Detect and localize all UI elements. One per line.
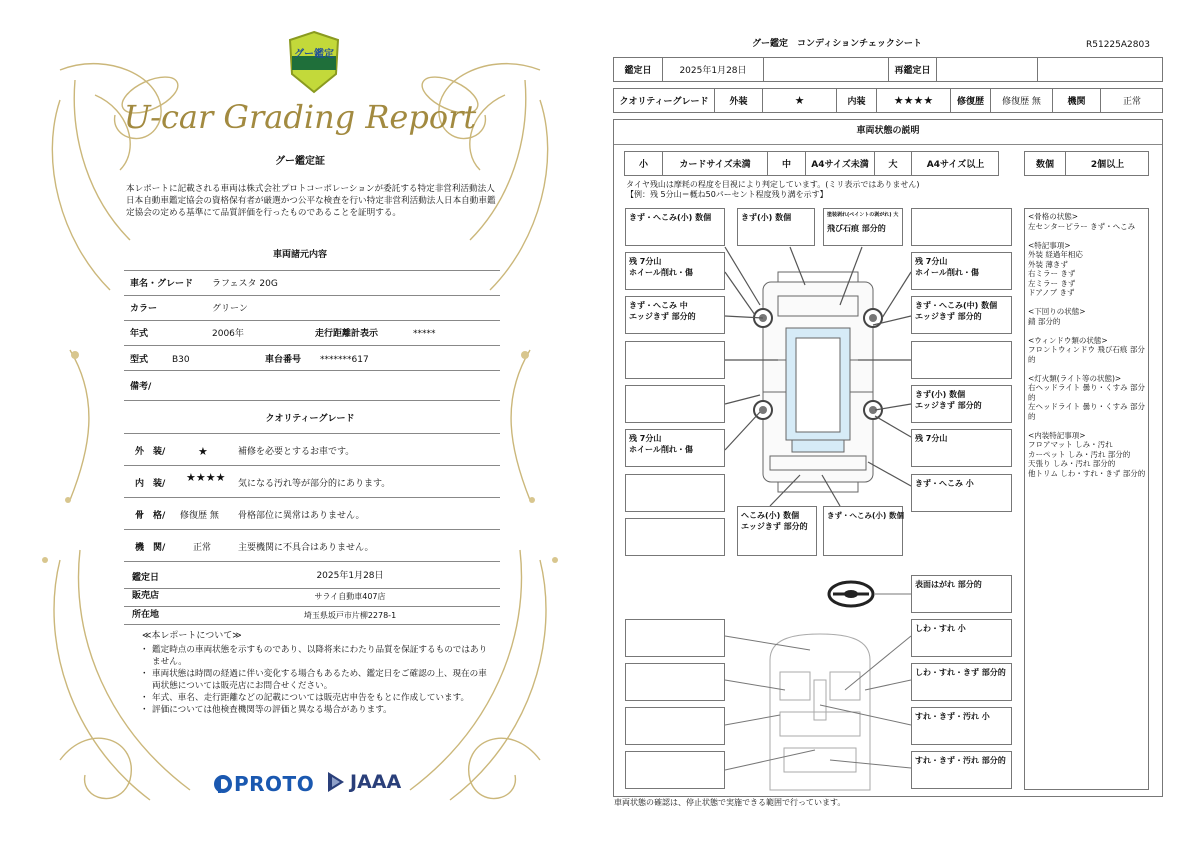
grade-engine-label: 機関: [1067, 97, 1086, 107]
damage-box-left-8: [625, 518, 725, 556]
chassis-label: 車台番号: [265, 355, 302, 365]
badge-text: グー鑑定: [294, 49, 334, 60]
damage-box-left-4: [625, 341, 725, 379]
notes-label: 備考/: [130, 382, 152, 392]
count-label: 数個: [1035, 160, 1054, 170]
damage-box-top-2: 塗装剥れ(ペイントの剥がれ) 大 飛び石痕 部分的: [823, 208, 903, 246]
size-medium-desc: A4サイズ未満: [811, 160, 869, 170]
odometer-value: *****: [413, 329, 436, 339]
appraisal-date-label: 鑑定日: [132, 573, 160, 583]
grade-repair-label: 修復歴: [956, 97, 984, 107]
sheet-id: R51225A2803: [1086, 40, 1150, 50]
engine-value: 正常: [193, 543, 212, 553]
damage-box-left-7: [625, 474, 725, 512]
condition-title: 車両状態の説明: [856, 126, 920, 136]
interior-desc: 気になる汚れ等が部分的にあります。: [238, 479, 391, 489]
damage-box-right-5: きず(小) 数個 エッジきず 部分的: [911, 385, 1012, 423]
tire-box-front-right: 残 7分山 ホイール削れ・傷: [911, 252, 1012, 290]
frame-desc: 骨格部位に異常はありません。: [238, 511, 365, 521]
specs-title: 車両諸元内容: [272, 250, 327, 260]
size-small-desc: カードサイズ未満: [679, 160, 751, 170]
check-sheet: [600, 0, 1200, 848]
report-title: U-car Grading Report: [123, 98, 477, 136]
exterior-label: 外 装/: [135, 447, 166, 457]
damage-box-right-7: きず・へこみ 小: [911, 474, 1012, 512]
interior-box-left-3: [625, 707, 725, 745]
specs-table: [124, 270, 500, 430]
color-label: カラー: [130, 304, 158, 314]
engine-desc: 主要機関に不具合はありません。: [238, 543, 374, 553]
grade-repair-value: 修復歴 無: [1002, 97, 1041, 107]
interior-box-right-2: しわ・すれ 小: [911, 619, 1012, 657]
about-list: [140, 644, 490, 716]
interior-box-right-1: 表面はがれ 部分的: [911, 575, 1012, 613]
year-value: 2006年: [212, 329, 244, 339]
size-small: 小: [638, 160, 648, 170]
interior-stars: ★★★★: [186, 471, 226, 484]
tire-box-rear-left: 残 7分山 ホイール削れ・傷: [625, 429, 725, 467]
interior-box-right-3: しわ・すれ・きず 部分的: [911, 663, 1012, 701]
date-label: 鑑定日: [624, 66, 652, 76]
about-item: ・ 車両状態は時間の経過に伴い変化する場合もあるため、鑑定日をご確認の上、現在の車両状態については販売店にお問合せください。: [140, 669, 487, 691]
model-value: B30: [172, 355, 190, 365]
special-notes-list: <骨格の状態> 左センターピラー きず・へこみ <特記事項> 外装 経過年相応 外装 薄きず 右ミラー きず 左ミラー きず ドアノブ きず <下回りの状態> 錆 部分的 <ウィンドウ類の状態> フロントウィンドウ 飛び石痕 部分的 <灯火類(ライト等の状態)> 右ヘッドライト 曇り・くすみ 部分的 左ヘッドライト 曇り・くすみ 部分的 <内装特記事項> フロアマット しみ・汚れ カーペット しみ・汚れ 部分的 天張り しみ・汚れ 部分的 他トリム しわ・すれ・きず 部分的: [1028, 212, 1146, 478]
damage-box-left-5: [625, 385, 725, 423]
exterior-desc: 補修を必要とするお車です。: [238, 447, 355, 457]
quality-title: クオリティーグレード: [265, 414, 355, 424]
color-value: グリーン: [212, 304, 248, 314]
exterior-stars: ★: [198, 445, 208, 458]
grade-int-label: 内装: [847, 97, 866, 107]
frame-value: 修復歴 無: [180, 511, 219, 521]
interior-box-left-4: [625, 751, 725, 789]
interior-box-left-2: [625, 663, 725, 701]
proto-mark-icon: [214, 773, 234, 795]
damage-box-top-3: [911, 208, 1012, 246]
interior-box-right-5: すれ・きず・汚れ 部分的: [911, 751, 1012, 789]
quality-grade-label: クオリティーグレード: [619, 97, 709, 107]
jaaa-mark-icon: [326, 770, 346, 794]
reinspect-label: 再鑑定日: [894, 66, 931, 76]
interior-box-right-4: すれ・きず・汚れ 小: [911, 707, 1012, 745]
size-medium: 中: [781, 160, 791, 170]
tire-box-rear-right: 残 7分山: [911, 429, 1012, 467]
dealer-value: サライ自動車407店: [314, 592, 386, 601]
size-large-desc: A4サイズ以上: [926, 160, 985, 170]
grade-ext-value: ★: [794, 94, 805, 107]
goo-kantei-badge: [286, 30, 342, 94]
sheet-title: グー鑑定 コンディションチェックシート: [752, 39, 922, 49]
name-label: 車名・グレード: [130, 279, 194, 289]
engine-label: 機 関/: [135, 543, 166, 553]
proto-logo: PROTO: [214, 772, 314, 796]
damage-box-left-1: きず・へこみ(小) 数個: [625, 208, 725, 246]
about-item: ・ 年式、車名、走行距離などの記載については販売店申告をもとに作成しています。: [140, 693, 470, 703]
address-label: 所在地: [132, 610, 160, 620]
tire-box-front-left: 残 7分山 ホイール削れ・傷: [625, 252, 725, 290]
about-title: ≪本レポートについて≫: [142, 631, 242, 641]
model-label: 型式: [130, 355, 149, 365]
tire-note-1: タイヤ残山は摩耗の程度を目視により判定しています。(ミリ表示ではありません): [626, 180, 920, 189]
dealer-label: 販売店: [132, 591, 160, 601]
date-value: 2025年1月28日: [679, 66, 747, 76]
special-notes-panel: [1024, 208, 1149, 790]
about-item: ・ 鑑定時点の車両状態を示すものであり、以降将来にわたり品質を保証するものではありません。: [140, 645, 488, 667]
appraisal-date-value: 2025年1月28日: [316, 571, 384, 581]
damage-box-right-4: [911, 341, 1012, 379]
jaaa-logo: JAAA: [326, 770, 401, 794]
damage-box-top-1: きず(小) 数個: [737, 208, 815, 246]
certificate-intro: 本レポートに記載される車両は株式会社プロトコーポレーションが委託する特定非営利活動法人日本自動車鑑定協会の資格保有者が厳選かつ公平な検査を行い特定非営利活動法人日本自動車鑑定協会の定める基準にて品質評価を行ったものであることを証明する。: [126, 184, 496, 218]
grade-engine-value: 正常: [1122, 97, 1141, 107]
about-item: ・ 評価については他検査機関等の評価と異なる場合があります。: [140, 705, 392, 715]
size-large: 大: [888, 160, 898, 170]
name-value: ラフェスタ 20G: [212, 279, 278, 289]
damage-box-bottom-2: きず・へこみ(小) 数個: [823, 506, 903, 556]
year-label: 年式: [130, 329, 149, 339]
grade-ext-label: 外装: [729, 97, 748, 107]
count-desc: 2個以上: [1090, 160, 1125, 170]
odometer-label: 走行距離計表示: [315, 329, 379, 339]
grade-int-value: ★★★★: [893, 94, 934, 107]
address-value: 埼玉県坂戸市片柳2278-1: [303, 611, 397, 620]
chassis-value: *******617: [320, 355, 369, 365]
damage-box-right-3: きず・へこみ(中) 数個 エッジきず 部分的: [911, 296, 1012, 334]
tire-note-2: 【例：残 5分山＝概ね50パーセント程度残り溝を示す】: [626, 190, 828, 199]
damage-box-left-3: きず・へこみ 中 エッジきず 部分的: [625, 296, 725, 334]
frame-label: 骨 格/: [135, 511, 166, 521]
interior-box-left-1: [625, 619, 725, 657]
interior-label: 内 装/: [135, 479, 166, 489]
damage-box-bottom-1: へこみ(小) 数個 エッジきず 部分的: [737, 506, 817, 556]
certificate-subtitle: グー鑑定証: [275, 156, 325, 167]
sheet-footer: 車両状態の確認は、停止状態で実施できる範囲で行っています。: [614, 798, 846, 807]
